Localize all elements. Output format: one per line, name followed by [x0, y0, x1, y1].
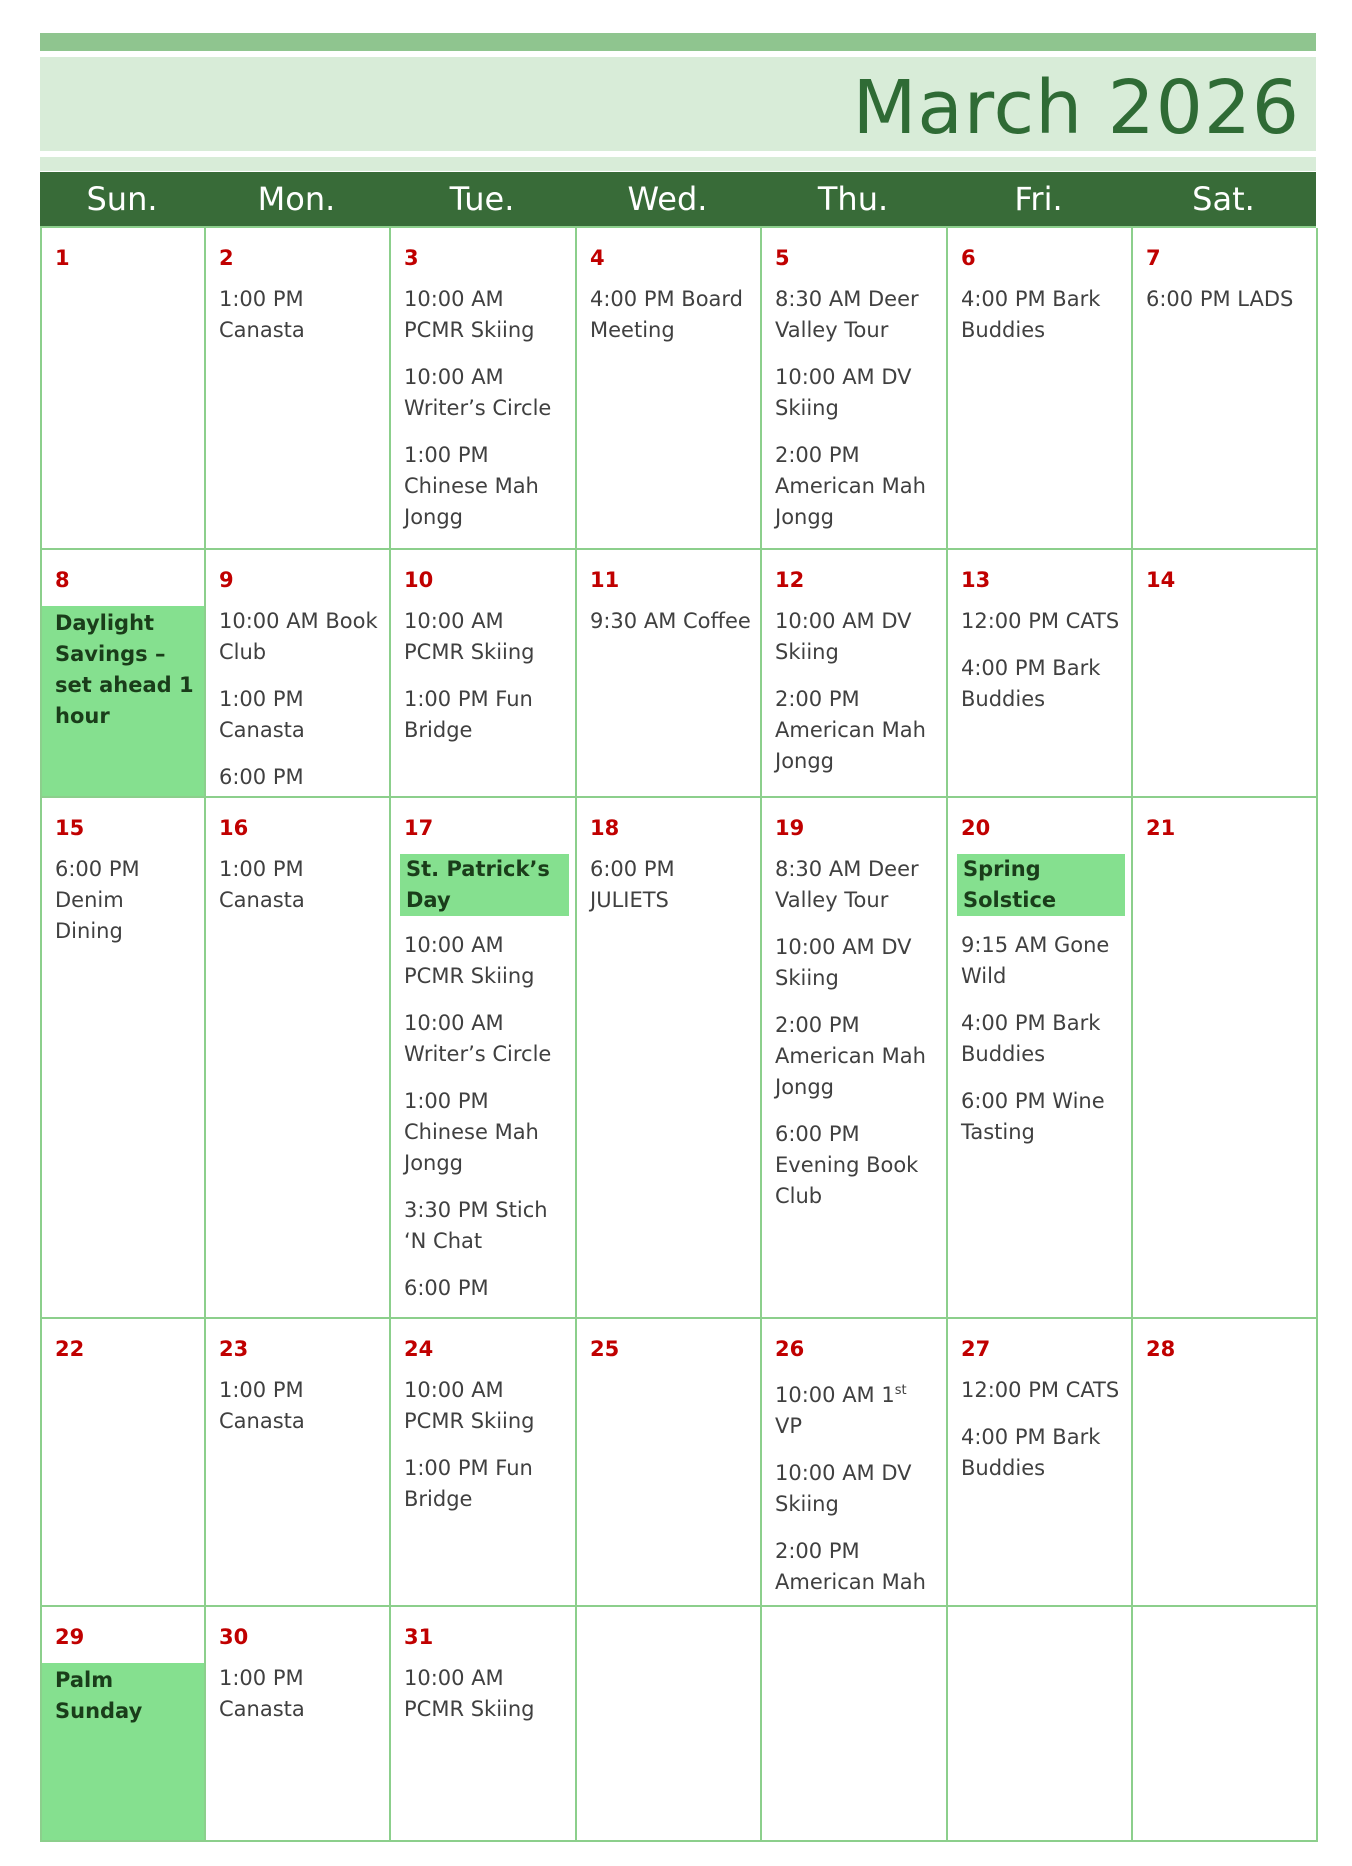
banner-lower-band — [40, 157, 1316, 171]
day-number: 25 — [590, 1337, 620, 1361]
event-item: 10:00 AM PCMR Skiing — [404, 1666, 535, 1721]
day-number: 24 — [404, 1337, 434, 1361]
event-item: 10:00 AM PCMR Skiing — [404, 1378, 535, 1433]
day-number: 19 — [775, 816, 805, 840]
day-cell-18 — [577, 798, 762, 1319]
day-cell-22 — [42, 1319, 206, 1607]
event-item: 8:30 AM Deer Valley Tour — [775, 287, 919, 342]
day-cell-7 — [1133, 228, 1318, 550]
event-item: 1:00 PM Canasta — [219, 1378, 305, 1433]
day-number: 26 — [775, 1337, 805, 1361]
event-item: 1:00 PM Canasta — [219, 1666, 305, 1721]
event-item: 1:00 PM Chinese Mah Jongg — [404, 443, 539, 529]
event-item: 10:00 AM PCMR Skiing — [404, 287, 535, 342]
event-item: 2:00 PM American Mah Jongg — [775, 443, 926, 529]
day-number: 14 — [1146, 568, 1176, 592]
event-item: 4:00 PM Bark Buddies — [961, 656, 1101, 711]
day-cell-2 — [206, 228, 391, 550]
holiday-highlight: St. Patrick’s Day — [400, 854, 569, 916]
weekday-header-row — [40, 172, 1316, 226]
day-number: 1 — [55, 246, 70, 270]
day-number: 7 — [1146, 246, 1161, 270]
day-cell-29 — [42, 1607, 206, 1842]
event-item: 2:00 PM American Mah Jongg — [775, 687, 926, 773]
event-item: 3:30 PM Stich ‘N Chat — [404, 1198, 548, 1253]
ordinal-suffix: st — [894, 1383, 907, 1398]
day-number: 27 — [961, 1337, 991, 1361]
event-item: 1:00 PM Chinese Mah Jongg — [404, 1089, 539, 1175]
day-cell-17 — [391, 798, 577, 1319]
day-number: 22 — [55, 1337, 85, 1361]
event-item: 9:15 AM Gone Wild — [961, 933, 1110, 988]
day-cell-31 — [391, 1607, 577, 1842]
day-number: 31 — [404, 1625, 434, 1649]
weekday-mon: Mon. — [257, 180, 336, 218]
event-item: 10:00 AM Book Club — [219, 609, 378, 664]
day-number: 28 — [1146, 1337, 1176, 1361]
event-item: 10:00 AM DV Skiing — [775, 365, 912, 420]
day-cell-12 — [762, 550, 948, 798]
weekday-fri: Fri. — [1014, 180, 1063, 218]
holiday-highlight: Daylight Savings – set ahead 1 hour — [42, 606, 204, 796]
event-item: 4:00 PM Bark Buddies — [961, 1011, 1101, 1066]
day-cell-15 — [42, 798, 206, 1319]
day-cell-20 — [948, 798, 1133, 1319]
event-item: 6:00 PM Wine Tasting — [961, 1089, 1105, 1144]
event-item: 8:30 AM Deer Valley Tour — [775, 857, 919, 912]
event-item: 1:00 PM Canasta — [219, 687, 305, 742]
day-cell-14 — [1133, 550, 1318, 798]
empty-day-cell — [1133, 1607, 1318, 1842]
event-item: 6:00 PM — [404, 1276, 489, 1300]
day-number: 23 — [219, 1337, 249, 1361]
day-cell-27 — [948, 1319, 1133, 1607]
empty-day-cell — [762, 1607, 948, 1842]
event-item: 1:00 PM Canasta — [219, 857, 305, 912]
top-accent-bar — [40, 33, 1316, 51]
day-cell-6 — [948, 228, 1133, 550]
day-number: 3 — [404, 246, 419, 270]
weekday-sun: Sun. — [86, 180, 158, 218]
day-number: 4 — [590, 246, 605, 270]
day-number: 30 — [219, 1625, 249, 1649]
day-number: 16 — [219, 816, 249, 840]
event-item: 10:00 AM PCMR Skiing — [404, 609, 535, 664]
event-text-tail: VP — [775, 1414, 803, 1438]
holiday-highlight: Spring Solstice — [957, 854, 1125, 916]
day-cell-23 — [206, 1319, 391, 1607]
day-cell-25 — [577, 1319, 762, 1607]
day-number: 18 — [590, 816, 620, 840]
calendar-title: March 2026 — [852, 65, 1300, 151]
event-item: 6:00 PM LADS — [1146, 287, 1294, 311]
day-cell-21 — [1133, 798, 1318, 1319]
day-cell-9 — [206, 550, 391, 798]
event-item: 4:00 PM Bark Buddies — [961, 1425, 1101, 1480]
event-item: 12:00 PM CATS — [961, 609, 1120, 633]
weekday-tue: Tue. — [449, 180, 515, 218]
day-cell-8 — [42, 550, 206, 798]
event-item: 1:00 PM Fun Bridge — [404, 687, 533, 742]
event-item: 6:00 PM — [219, 765, 304, 789]
day-number: 21 — [1146, 816, 1176, 840]
event-item: 2:00 PM American Mah — [775, 1539, 926, 1594]
event-item: 10:00 AM Writer’s Circle — [404, 1011, 552, 1066]
event-item: 2:00 PM American Mah Jongg — [775, 1013, 926, 1099]
day-cell-11 — [577, 550, 762, 798]
event-item: 12:00 PM CATS — [961, 1378, 1120, 1402]
day-cell-3 — [391, 228, 577, 550]
day-cell-10 — [391, 550, 577, 798]
day-cell-16 — [206, 798, 391, 1319]
day-cell-5 — [762, 228, 948, 550]
day-cell-1 — [42, 228, 206, 550]
day-number: 8 — [55, 568, 70, 592]
day-number: 5 — [775, 246, 790, 270]
day-number: 6 — [961, 246, 976, 270]
day-cell-4 — [577, 228, 762, 550]
event-item: 1:00 PM Canasta — [219, 287, 305, 342]
event-item: 4:00 PM Board Meeting — [590, 287, 744, 342]
weekday-wed: Wed. — [627, 180, 708, 218]
event-item: 10:00 AM DV Skiing — [775, 935, 912, 990]
day-cell-30 — [206, 1607, 391, 1842]
event-item: 6:00 PM JULIETS — [590, 857, 675, 912]
day-cell-28 — [1133, 1319, 1318, 1607]
day-number: 13 — [961, 568, 991, 592]
empty-day-cell — [948, 1607, 1133, 1842]
weekday-thu: Thu. — [817, 180, 889, 218]
day-number: 11 — [590, 568, 620, 592]
event-item — [775, 1375, 938, 1442]
day-cell-26 — [762, 1319, 948, 1607]
event-item: 6:00 PM Evening Book Club — [775, 1122, 919, 1208]
day-number: 20 — [961, 816, 991, 840]
event-item: 10:00 AM PCMR Skiing — [404, 933, 535, 988]
day-number: 2 — [219, 246, 234, 270]
event-item: 9:30 AM Coffee — [590, 609, 751, 633]
event-item: 4:00 PM Bark Buddies — [961, 287, 1101, 342]
weekday-sat: Sat. — [1192, 180, 1255, 218]
day-number: 29 — [55, 1625, 85, 1649]
event-item: 10:00 AM DV Skiing — [775, 609, 912, 664]
day-cell-19 — [762, 798, 948, 1319]
day-number: 15 — [55, 816, 85, 840]
day-cell-13 — [948, 550, 1133, 798]
calendar-grid — [40, 226, 1316, 1842]
empty-day-cell — [577, 1607, 762, 1842]
event-item: 1:00 PM Fun Bridge — [404, 1456, 533, 1511]
holiday-highlight: Palm Sunday — [42, 1663, 204, 1840]
event-item: 10:00 AM Writer’s Circle — [404, 365, 552, 420]
event-item: 10:00 AM DV Skiing — [775, 1461, 912, 1516]
day-cell-24 — [391, 1319, 577, 1607]
day-number: 17 — [404, 816, 434, 840]
event-text: 10:00 AM 1 — [775, 1383, 895, 1407]
day-number: 12 — [775, 568, 805, 592]
day-number: 10 — [404, 568, 434, 592]
day-number: 9 — [219, 568, 234, 592]
event-item: 6:00 PM Denim Dining — [55, 857, 140, 943]
